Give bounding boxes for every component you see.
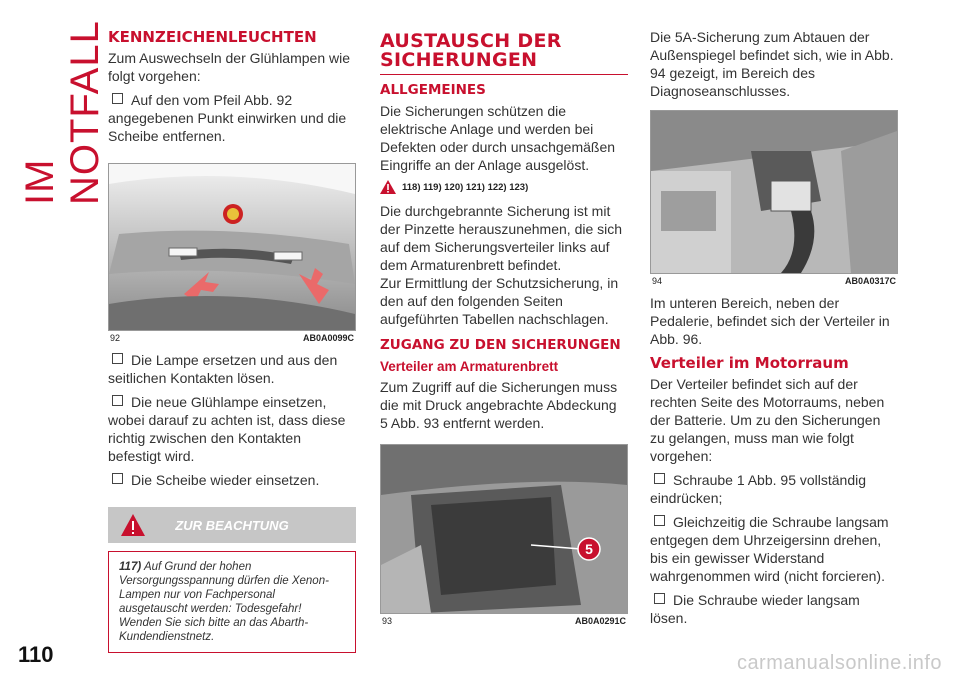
warning-body: [108, 551, 356, 653]
paragraph-motorraum: Der Verteiler befindet sich auf der rechten Seite des Motorraums, neben der Batterie. Um zu den Sicherungen zu gelangen, muss man wie folgt vorgehen:: [650, 376, 885, 464]
step-2: Die Lampe ersetzen und aus den seitlichen Kontakten lösen.: [108, 352, 338, 386]
figure-code: AB0A0099C: [302, 333, 354, 343]
figure-code: AB0A0291C: [574, 616, 626, 626]
step-1: Auf den vom Pfeil Abb. 92 angegebenen Punkt einwirken und die Scheibe entfernen.: [108, 92, 347, 144]
step-3: Die neue Glühlampe einsetzen, wobei darauf zu achten ist, dass diese richtig zwischen den Kontakten befestigt wird.: [108, 394, 346, 464]
figure-92: [108, 163, 356, 331]
warning-header: [108, 507, 356, 543]
step-3: Die Schraube wieder langsam lösen.: [650, 592, 860, 626]
warning-triangle-icon: [120, 513, 146, 537]
subheading-zugang: ZUGANG ZU DEN SICHERUNGEN: [380, 337, 621, 353]
paragraph-pinzette: Die durchgebrannte Sicherung ist mit der Pinzette herauszunehmen, die sich auf dem Sicherungsverteiler links auf dem Armaturenbrett befindet.: [380, 203, 623, 273]
heading-kennzeichenleuchten: KENNZEICHENLEUCHTEN: [108, 28, 317, 46]
paragraph-tabellen: Zur Ermittlung der Schutzsicherung, in den auf den folgenden Seiten aufgeführten Tabellen nachschlagen.: [380, 275, 619, 327]
paragraph-general: Die Sicherungen schützen die elektrische Anlage und werden bei Defekten oder durch unsachgemäßen Eingriffe an der Anlage ausgelöst.: [380, 103, 616, 173]
figure-number: 92: [110, 333, 121, 343]
heading-austausch: AUSTAUSCH DER SICHERUNGEN: [380, 32, 628, 75]
step-4: Die Scheibe wieder einsetzen.: [108, 471, 356, 489]
subheading-armaturenbrett: Verteiler am Armaturenbrett: [380, 359, 559, 374]
column-2: [380, 28, 628, 634]
column-1: [108, 28, 356, 653]
intro-text: Zum Auswechseln der Glühlampen wie folgt vorgehen:: [108, 50, 351, 84]
warning-triangle-icon: [380, 180, 396, 194]
license-light-illustration: [109, 164, 355, 330]
figure-93-caption: [380, 616, 628, 626]
warning-ref: 117): [119, 561, 142, 573]
figure-92-caption: [108, 333, 356, 343]
step-2: Gleichzeitig die Schraube langsam entgegen dem Uhrzeigersinn drehen, bis ein gewisser Widerstand wahrgenommen wird (nicht forcieren).: [650, 514, 889, 584]
watermark-text: carmanualsonline.info: [736, 652, 942, 674]
paragraph-abdeckung: Zum Zugriff auf die Sicherungen muss die mit Druck angebrachte Abdeckung 5 Abb. 93 entfernt werden.: [380, 379, 618, 431]
subheading-allgemeines: ALLGEMEINES: [380, 82, 486, 98]
paragraph-5a-sicherung: Die 5A-Sicherung zum Abtauen der Außenspiegel befindet sich, wie in Abb. 94 gezeigt, im Bereich des Diagnoseanschlusses.: [650, 29, 894, 99]
figure-93: [380, 444, 628, 614]
checkbox-icon: [654, 593, 665, 604]
callout-5: 5: [585, 541, 593, 557]
checkbox-icon: [112, 395, 123, 406]
checkbox-icon: [654, 515, 665, 526]
dashboard-fuse-cover-illustration: [381, 445, 627, 613]
page-number: 110: [18, 642, 54, 667]
figure-number: 93: [382, 616, 393, 626]
step-1: Schraube 1 Abb. 95 vollständig eindrücken;: [650, 472, 867, 506]
checkbox-icon: [112, 473, 123, 484]
chapter-side-title: IM NOTFALL: [18, 20, 107, 205]
diagnostic-connector-illustration: [651, 111, 897, 273]
paragraph-pedalerie: Im unteren Bereich, neben der Pedalerie, befindet sich der Verteiler in Abb. 96.: [650, 295, 890, 347]
figure-code: AB0A0317C: [844, 276, 896, 286]
warning-title: ZUR BEACHTUNG: [175, 517, 289, 533]
figure-94: [650, 110, 898, 274]
checkbox-icon: [112, 93, 123, 104]
subheading-motorraum: Verteiler im Motorraum: [650, 354, 849, 372]
figure-number: 94: [652, 276, 663, 286]
column-3: [650, 28, 898, 633]
warning-text: Auf Grund der hohen Versorgungsspannung dürfen die Xenon-Lampen nur von Fachpersonal ausgetauscht werden: Todesgefahr! Wenden Sie sich bitte an das Abarth-Kundendienstnetz.: [119, 561, 329, 643]
checkbox-icon: [654, 473, 665, 484]
reference-list: 118) 119) 120) 121) 122) 123): [380, 180, 628, 194]
checkbox-icon: [112, 353, 123, 364]
figure-94-caption: [650, 276, 898, 286]
